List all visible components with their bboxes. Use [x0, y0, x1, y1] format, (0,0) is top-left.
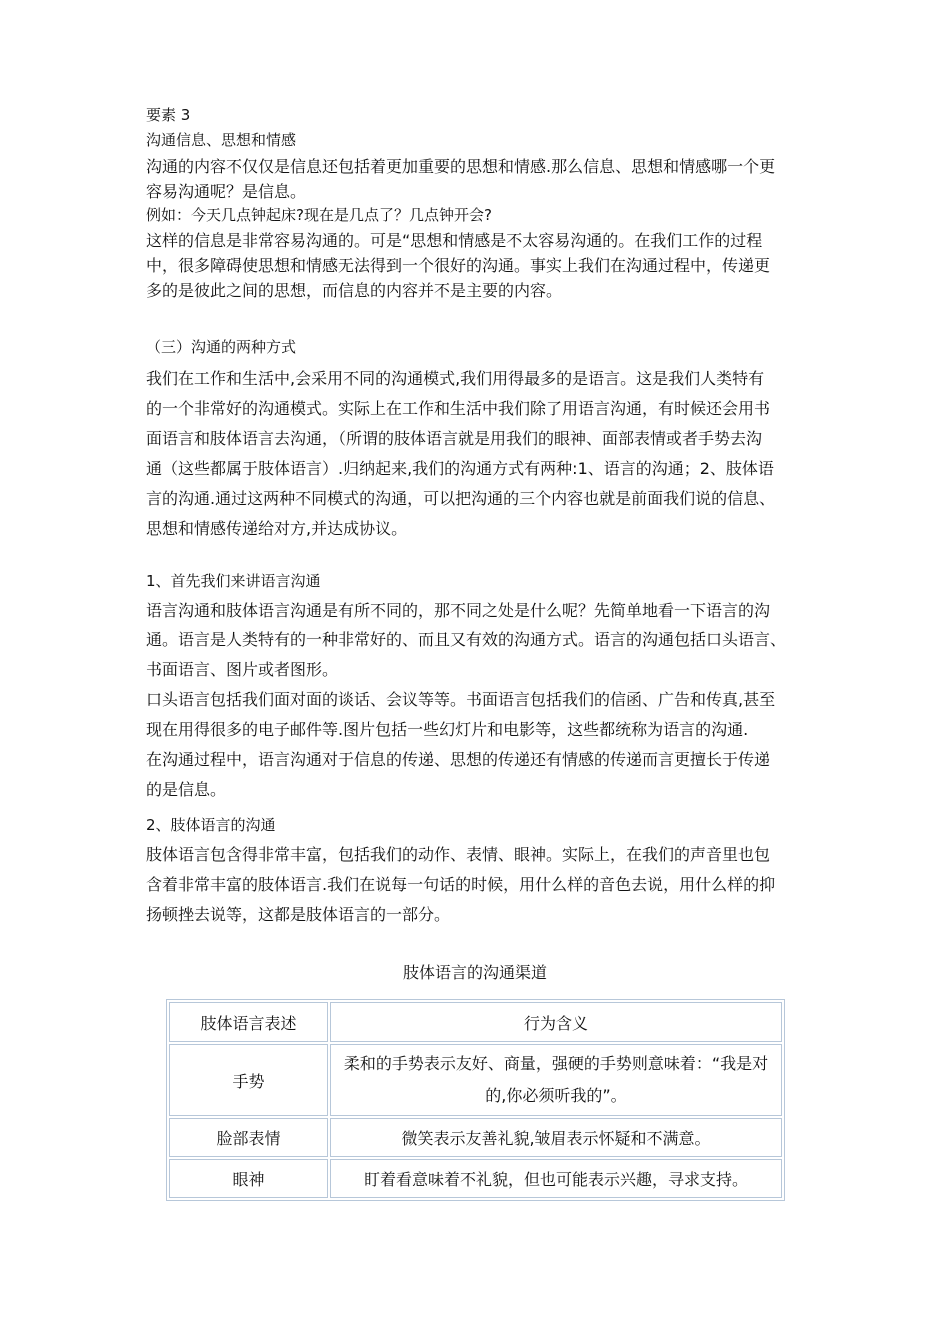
table-header-cell: 肢体语言表述 — [169, 1002, 328, 1042]
paragraph-line: 言的沟通.通过这两种不同模式的沟通，可以把沟通的三个内容也就是前面我们说的信息、 — [146, 489, 776, 508]
paragraph-line: 例如：今天几点钟起床?现在是几点了？几点钟开会? — [146, 206, 492, 224]
paragraph-line: 面语言和肢体语言去沟通，（所谓的肢体语言就是用我们的眼神、面部表情或者手势去沟 — [146, 429, 763, 448]
table-header-cell: 行为含义 — [330, 1002, 782, 1042]
table-cell: 微笑表示友善礼貌,皱眉表示怀疑和不满意。 — [330, 1118, 782, 1157]
paragraph-line: 扬顿挫去说等，这都是肢体语言的一部分。 — [146, 905, 451, 924]
paragraph-line: 多的是彼此之间的思想，而信息的内容并不是主要的内容。 — [146, 281, 563, 300]
section-heading: （三）沟通的两种方式 — [146, 338, 297, 356]
paragraph-line: 思想和情感传递给对方,并达成协议。 — [146, 519, 408, 538]
table-cell — [330, 1044, 782, 1116]
table-row — [169, 1118, 782, 1157]
paragraph-line: 在沟通过程中，语言沟通对于信息的传递、思想的传递还有情感的传递而言更擅长于传递 — [146, 750, 771, 769]
table-row — [169, 1159, 782, 1198]
cell-text-line: 的,你必须听我的”。 — [485, 1086, 627, 1105]
cell-text-line: 柔和的手势表示友好、商量，强硬的手势则意味着：“我是对 — [343, 1054, 769, 1073]
body-language-table — [166, 999, 785, 1201]
table-row — [169, 1044, 782, 1116]
paragraph-line: 这样的信息是非常容易沟通的。可是“思想和情感是不太容易沟通的。在我们工作的过程 — [146, 231, 763, 250]
paragraph-line: 的是信息。 — [146, 780, 227, 799]
paragraph-line: 沟通的内容不仅仅是信息还包括着更加重要的思想和情感.那么信息、思想和情感哪一个更 — [146, 157, 776, 176]
paragraph-line: 语言沟通和肢体语言沟通是有所不同的，那不同之处是什么呢？先简单地看一下语言的沟 — [146, 601, 771, 620]
paragraph-line: 含着非常丰富的肢体语言.我们在说每一句话的时候，用什么样的音色去说，用什么样的抑 — [146, 875, 776, 894]
table-header-row — [169, 1002, 782, 1042]
paragraph-line: 我们在工作和生活中,会采用不同的沟通模式,我们用得最多的是语言。这是我们人类特有 — [146, 369, 765, 388]
table-cell: 盯着看意味着不礼貌，但也可能表示兴趣，寻求支持。 — [330, 1159, 782, 1198]
section-heading: 要素 3 — [146, 106, 191, 124]
paragraph-line: 中，很多障碍使思想和情感无法得到一个很好的沟通。事实上我们在沟通过程中，传递更 — [146, 256, 771, 275]
table-caption: 肢体语言的沟通渠道 — [402, 963, 547, 982]
paragraph-line: 容易沟通呢？是信息。 — [146, 182, 307, 201]
paragraph-line: 的一个非常好的沟通模式。实际上在工作和生活中我们除了用语言沟通，有时候还会用书 — [146, 399, 771, 418]
section-heading: 2、肢体语言的沟通 — [146, 816, 276, 834]
paragraph-line: 书面语言、图片或者图形。 — [146, 660, 339, 679]
paragraph-line: 通（这些都属于肢体语言）.归纳起来,我们的沟通方式有两种:1、语言的沟通；2、肢体语 — [146, 459, 774, 478]
table-cell: 脸部表情 — [169, 1118, 328, 1157]
table-cell: 眼神 — [169, 1159, 328, 1198]
section-heading: 1、首先我们来讲语言沟通 — [146, 572, 321, 590]
section-subheading: 沟通信息、思想和情感 — [146, 131, 297, 149]
paragraph-line: 现在用得很多的电子邮件等.图片包括一些幻灯片和电影等，这些都统称为语言的沟通. — [146, 720, 749, 739]
paragraph-line: 肢体语言包含得非常丰富，包括我们的动作、表情、眼神。实际上，在我们的声音里也包 — [146, 845, 771, 864]
paragraph-line: 口头语言包括我们面对面的谈话、会议等等。书面语言包括我们的信函、广告和传真,甚至 — [146, 690, 776, 709]
paragraph-line: 通。语言是人类特有的一种非常好的、而且又有效的沟通方式。语言的沟通包括口头语言、 — [146, 630, 787, 649]
table-cell: 手势 — [169, 1044, 328, 1116]
